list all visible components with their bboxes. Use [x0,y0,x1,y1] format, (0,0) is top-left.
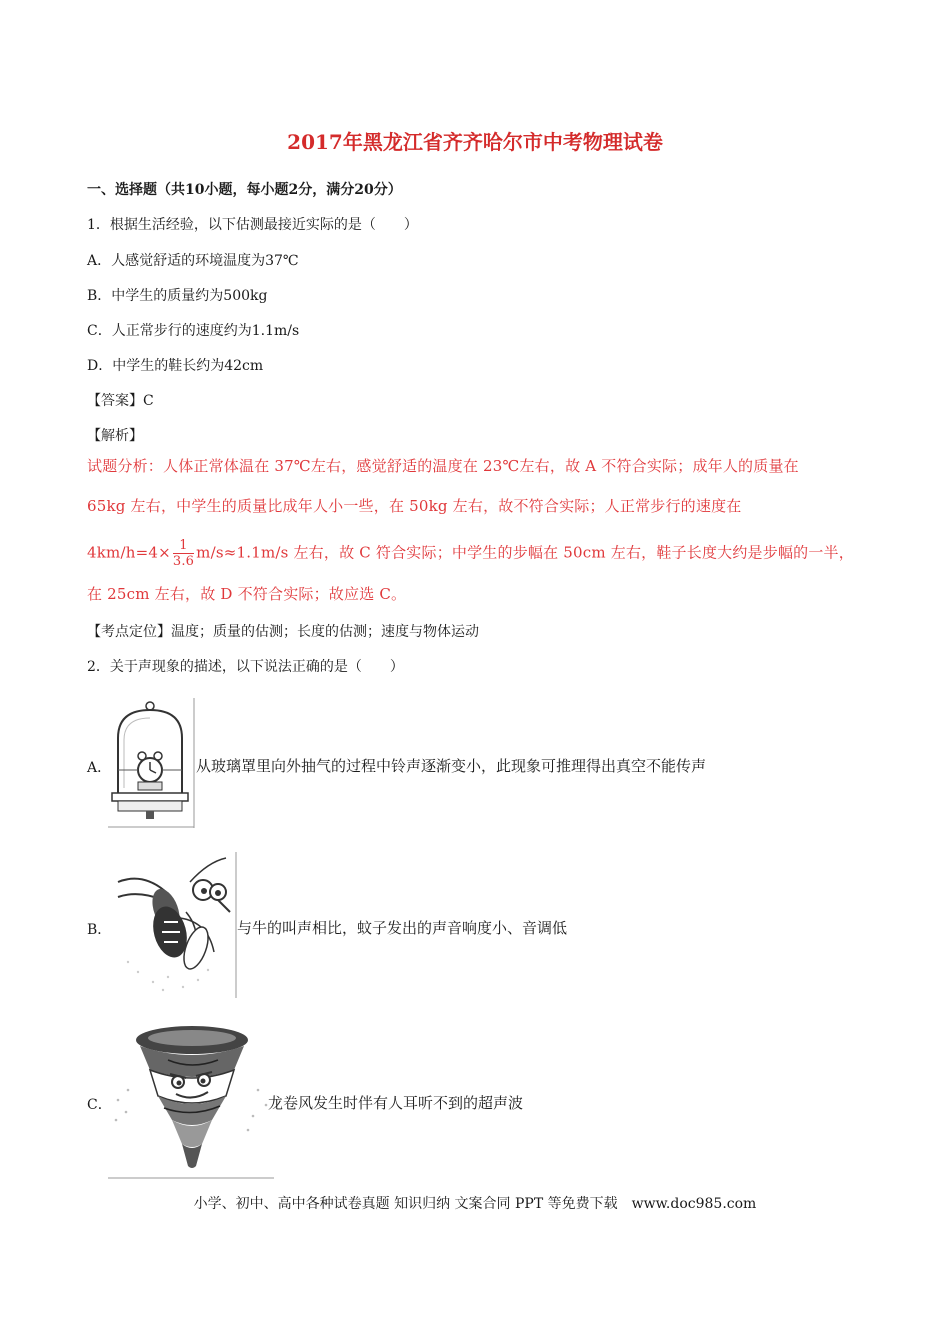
question-1-option-d: D．中学生的鞋长约为42cm [87,358,264,374]
analysis-line-1: 试题分析：人体正常体温在 37℃左右，感觉舒适的温度在 23℃左右，故 A 不符合实际；成年人的质量在 [87,457,799,475]
question-2-option-b-text: 与牛的叫声相比，蚊子发出的声音响度小、音调低 [237,919,568,937]
page-title: 2017年黑龙江省齐齐哈尔市中考物理试卷 [287,130,663,154]
question-1-answer: 【答案】C [87,393,154,409]
question-1-option-b: B．中学生的质量约为500kg [87,288,268,304]
tornado-illustration [108,1020,274,1180]
analysis-label: 【解析】 [87,428,143,444]
question-1-stem: 1．根据生活经验，以下估测最接近实际的是（ ） [87,217,418,233]
fraction-denominator: 3.6 [172,554,195,569]
question-2-option-a-label: A． [87,760,112,776]
analysis-line-4: 在 25cm 左右，故 D 不符合实际；故应选 C。 [87,585,407,603]
analysis-line-2: 65kg 左右，中学生的质量比成年人小一些，在 50kg 左右，故不符合实际；人正常步行的速度在 [87,497,742,515]
question-2-option-c-label: C． [87,1097,112,1113]
fraction-numerator: 1 [173,538,194,554]
bell-jar-illustration [108,698,196,828]
question-2-option-c-text: 龙卷风发生时伴有人耳听不到的超声波 [268,1094,524,1112]
question-1-option-c: C．人正常步行的速度约为1.1m/s [87,323,300,339]
analysis-line-3 [87,538,854,569]
fraction [173,538,194,569]
analysis-line-3-part-a: 4km/h=4× [87,543,171,562]
section-heading: 一、选择题（共10小题，每小题2分，满分20分） [87,182,402,198]
question-1-kaodian: 【考点定位】温度；质量的估测；长度的估测；速度与物体运动 [87,624,479,640]
question-1-option-a: A．人感觉舒适的环境温度为37℃ [87,253,299,269]
question-2-option-a-text: 从玻璃罩里向外抽气的过程中铃声逐渐变小，此现象可推理得出真空不能传声 [196,757,707,775]
question-2-option-b-label: B． [87,922,112,938]
question-2-stem: 2．关于声现象的描述，以下说法正确的是（ ） [87,659,404,675]
page-footer: 小学、初中、高中各种试卷真题 知识归纳 文案合同 PPT 等免费下载 www.doc985.com [193,1196,757,1212]
mosquito-illustration [108,852,238,998]
analysis-line-3-part-b: m/s≈1.1m/s 左右，故 C 符合实际；中学生的步幅在 50cm 左右，鞋子长度大约是步幅的一半， [196,543,854,562]
